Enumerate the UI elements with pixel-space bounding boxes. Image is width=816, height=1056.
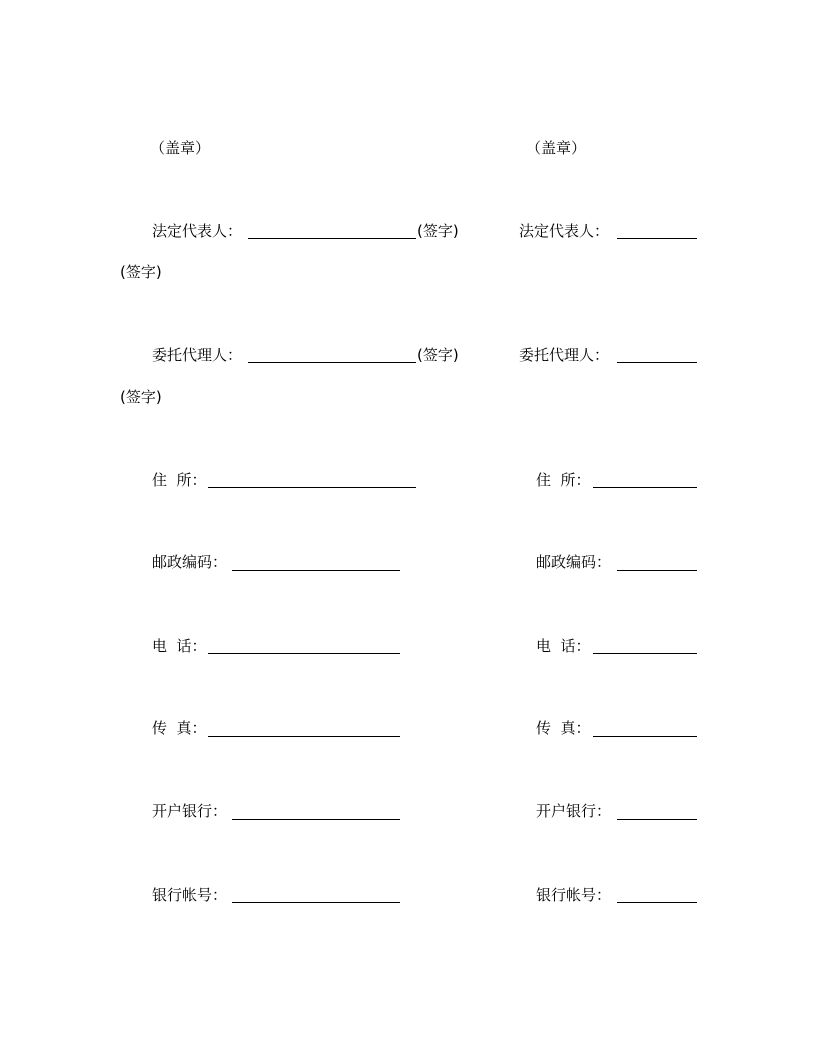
- fax-label-left: 传 真：: [152, 719, 207, 737]
- legal-rep-sign-mark-right: (签字): [120, 263, 162, 281]
- account-line-left: [232, 902, 400, 903]
- legal-rep-signature-line-left: [248, 238, 416, 239]
- agent-sign-mark-left: (签字): [417, 346, 459, 364]
- bank-line-right: [617, 819, 697, 820]
- account-line-right: [617, 902, 697, 903]
- address-label-right: 住 所：: [536, 471, 591, 489]
- address-line-right: [593, 487, 697, 488]
- phone-label-right: 电 话：: [536, 637, 591, 655]
- postcode-line-right: [617, 570, 697, 571]
- phone-label-left: 电 话：: [152, 637, 207, 655]
- seal-left-label: （盖章）: [150, 139, 211, 157]
- agent-label-left: 委托代理人：: [152, 346, 243, 364]
- fax-line-right: [593, 736, 697, 737]
- agent-signature-line-right: [617, 362, 697, 363]
- seal-right-label: （盖章）: [526, 139, 587, 157]
- bank-line-left: [232, 819, 400, 820]
- agent-signature-line-left: [248, 362, 416, 363]
- account-label-right: 银行帐号：: [536, 886, 612, 904]
- legal-rep-sign-mark-left: (签字): [417, 222, 459, 240]
- legal-rep-signature-line-right: [617, 238, 697, 239]
- postcode-label-left: 邮政编码：: [152, 553, 228, 571]
- phone-line-left: [208, 653, 400, 654]
- fax-label-right: 传 真：: [536, 719, 591, 737]
- postcode-line-left: [232, 570, 400, 571]
- account-label-left: 银行帐号：: [152, 886, 228, 904]
- postcode-label-right: 邮政编码：: [536, 553, 612, 571]
- legal-rep-label-left: 法定代表人：: [152, 222, 243, 240]
- legal-rep-label-right: 法定代表人：: [519, 222, 610, 240]
- address-line-left: [208, 487, 416, 488]
- agent-sign-mark-right: (签字): [120, 388, 162, 406]
- fax-line-left: [208, 736, 400, 737]
- phone-line-right: [593, 653, 697, 654]
- address-label-left: 住 所：: [152, 471, 207, 489]
- agent-label-right: 委托代理人：: [519, 346, 610, 364]
- bank-label-left: 开户银行：: [152, 802, 228, 820]
- bank-label-right: 开户银行：: [536, 802, 612, 820]
